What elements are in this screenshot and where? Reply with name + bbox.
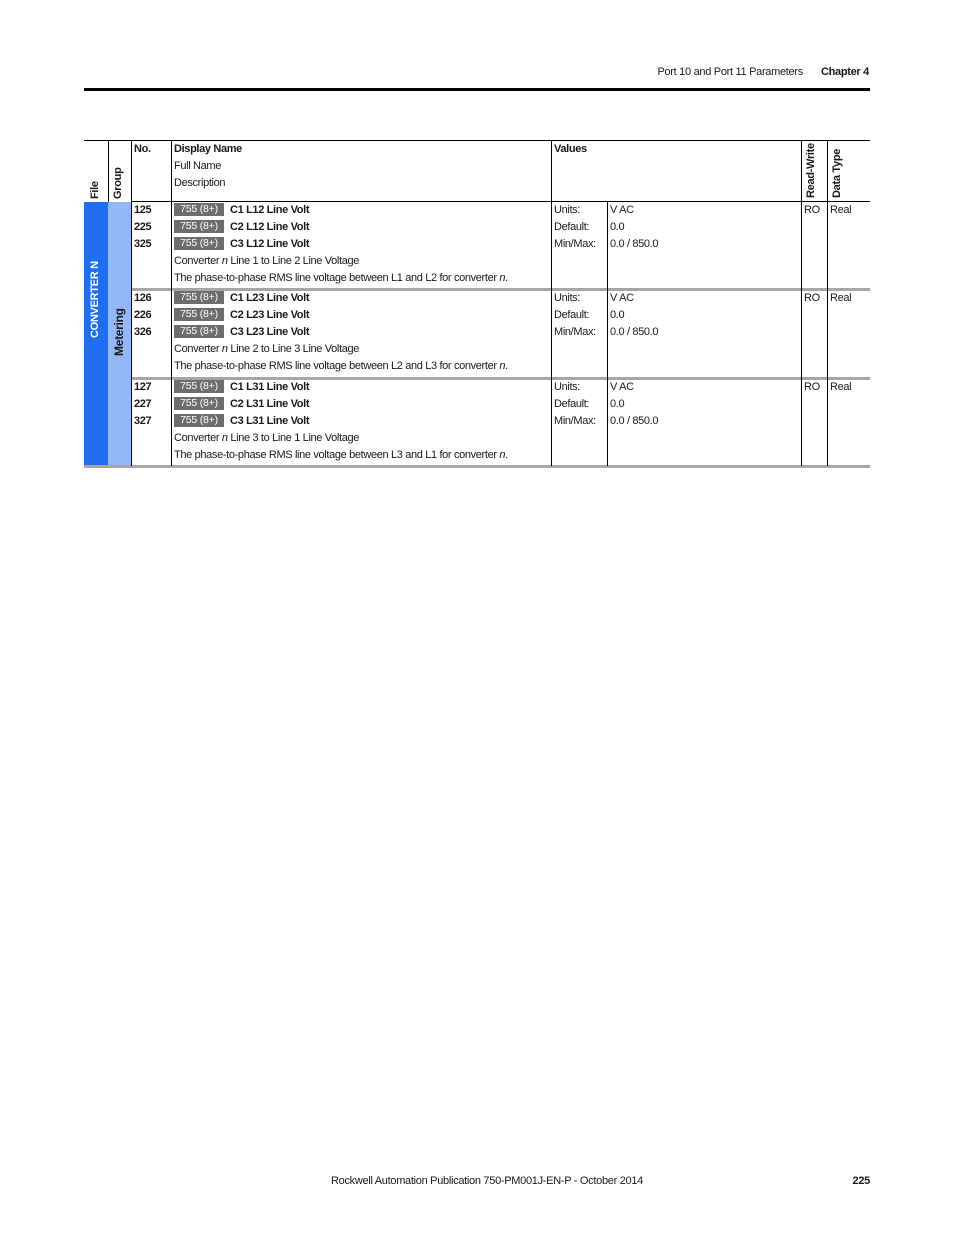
display-name: C2 L31 Line Volt xyxy=(230,398,310,410)
read-write-value: RO xyxy=(804,292,820,304)
param-number: 226 xyxy=(134,309,152,321)
display-name: C3 L23 Line Volt xyxy=(230,326,310,338)
col-divider xyxy=(827,140,828,466)
value-labels xyxy=(554,379,596,430)
full-name: Converter n Line 2 to Line 3 Line Voltage xyxy=(174,343,360,355)
display-name: C3 L12 Line Volt xyxy=(230,238,310,250)
read-write-value: RO xyxy=(804,381,820,393)
group-label: Metering xyxy=(112,308,126,356)
default-value: 0.0 xyxy=(610,398,625,410)
header-display-name: Display Name xyxy=(174,143,242,155)
display-name-line xyxy=(174,219,508,236)
default-label: Default: xyxy=(554,398,590,410)
header-full-name: Full Name xyxy=(174,160,221,172)
value-labels xyxy=(554,290,596,341)
units-label: Units: xyxy=(554,292,581,304)
minmax-label: Min/Max: xyxy=(554,415,596,427)
col-divider xyxy=(108,140,109,202)
header-data-type: Data Type xyxy=(831,148,843,198)
display-name: C1 L12 Line Volt xyxy=(230,204,310,216)
version-badge: 755 (8+) xyxy=(174,220,224,233)
param-numbers xyxy=(134,202,151,253)
param-numbers xyxy=(134,290,151,341)
version-badge: 755 (8+) xyxy=(174,308,224,321)
full-name: Converter n Line 1 to Line 2 Line Voltage xyxy=(174,255,360,267)
version-badge: 755 (8+) xyxy=(174,203,224,216)
units-value: V AC xyxy=(610,204,634,216)
display-name: C2 L12 Line Volt xyxy=(230,221,310,233)
parameter-table xyxy=(84,140,870,468)
file-label: CONVERTER N xyxy=(89,261,101,338)
param-name-block xyxy=(174,202,508,287)
col-divider xyxy=(607,202,608,466)
header-no: No. xyxy=(134,143,151,155)
param-number: 326 xyxy=(134,326,152,338)
display-name: C1 L31 Line Volt xyxy=(230,381,310,393)
header-name-stack xyxy=(174,141,242,192)
param-number: 225 xyxy=(134,221,152,233)
param-number: 127 xyxy=(134,381,152,393)
value-values xyxy=(610,290,658,341)
full-name: Converter n Line 3 to Line 1 Line Voltage xyxy=(174,432,360,444)
header-description: Description xyxy=(174,177,226,189)
version-badge: 755 (8+) xyxy=(174,414,224,427)
data-type-value: Real xyxy=(830,292,852,304)
display-name: C2 L23 Line Volt xyxy=(230,309,310,321)
minmax-label: Min/Max: xyxy=(554,326,596,338)
header-read-write: Read-Write xyxy=(805,143,817,198)
param-number: 325 xyxy=(134,238,152,250)
value-labels xyxy=(554,202,596,253)
minmax-value: 0.0 / 850.0 xyxy=(610,238,659,250)
version-badge: 755 (8+) xyxy=(174,291,224,304)
col-divider xyxy=(131,140,132,466)
param-number: 327 xyxy=(134,415,152,427)
param-name-block xyxy=(174,290,508,375)
default-label: Default: xyxy=(554,221,590,233)
header-values: Values xyxy=(554,143,587,155)
value-values xyxy=(610,379,658,430)
version-badge: 755 (8+) xyxy=(174,237,224,250)
running-header xyxy=(657,66,869,78)
version-badge: 755 (8+) xyxy=(174,380,224,393)
minmax-label: Min/Max: xyxy=(554,238,596,250)
section-title: Port 10 and Port 11 Parameters xyxy=(657,66,803,78)
display-name-line xyxy=(174,236,508,253)
display-name-line xyxy=(174,413,508,430)
param-numbers xyxy=(134,379,151,430)
display-name-line xyxy=(174,307,508,324)
header-file: File xyxy=(89,181,101,199)
version-badge: 755 (8+) xyxy=(174,397,224,410)
param-name-block xyxy=(174,379,508,464)
read-write-value: RO xyxy=(804,204,820,216)
chapter-label: Chapter 4 xyxy=(820,66,869,78)
minmax-value: 0.0 / 850.0 xyxy=(610,415,659,427)
default-value: 0.0 xyxy=(610,309,625,321)
description: The phase-to-phase RMS line voltage between L3 and L1 for converter n. xyxy=(174,449,508,461)
description: The phase-to-phase RMS line voltage between L1 and L2 for converter n. xyxy=(174,272,508,284)
param-number: 126 xyxy=(134,292,152,304)
display-name-line xyxy=(174,324,508,341)
table-bottom-border xyxy=(84,465,870,468)
units-value: V AC xyxy=(610,292,634,304)
units-value: V AC xyxy=(610,381,634,393)
display-name-line xyxy=(174,202,508,219)
minmax-value: 0.0 / 850.0 xyxy=(610,326,659,338)
display-name: C3 L31 Line Volt xyxy=(230,415,310,427)
version-badge: 755 (8+) xyxy=(174,325,224,338)
publication-info: Rockwell Automation Publication 750-PM001J-EN-P - October 2014 xyxy=(331,1175,643,1187)
units-label: Units: xyxy=(554,381,581,393)
col-divider xyxy=(801,140,802,466)
col-divider xyxy=(551,140,552,466)
display-name-line xyxy=(174,290,508,307)
value-values xyxy=(610,202,658,253)
header-group: Group xyxy=(112,167,124,199)
display-name-line xyxy=(174,379,508,396)
default-label: Default: xyxy=(554,309,590,321)
col-divider xyxy=(171,140,172,466)
description: The phase-to-phase RMS line voltage between L2 and L3 for converter n. xyxy=(174,360,508,372)
default-value: 0.0 xyxy=(610,221,625,233)
param-number: 227 xyxy=(134,398,152,410)
display-name-line xyxy=(174,396,508,413)
param-number: 125 xyxy=(134,204,152,216)
display-name: C1 L23 Line Volt xyxy=(230,292,310,304)
data-type-value: Real xyxy=(830,381,852,393)
header-rule xyxy=(84,88,870,91)
page-number: 225 xyxy=(852,1175,870,1187)
units-label: Units: xyxy=(554,204,581,216)
data-type-value: Real xyxy=(830,204,852,216)
